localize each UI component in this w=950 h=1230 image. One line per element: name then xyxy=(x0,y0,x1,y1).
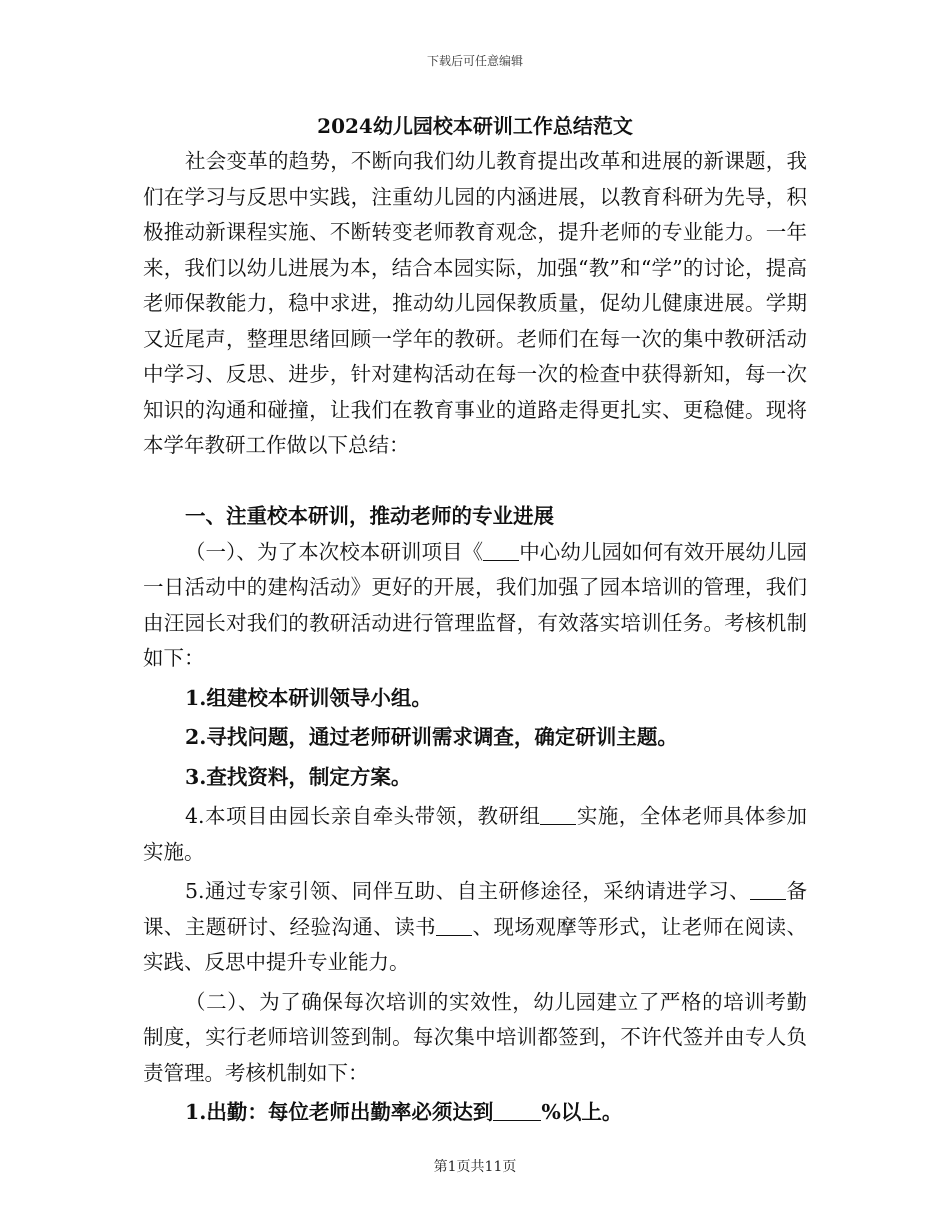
page-number: 第1页共11页 xyxy=(433,1159,517,1175)
part1-paragraph xyxy=(143,535,807,677)
part2-paragraph: （二）、为了确保每次培训的实效性，幼儿园建立了严格的培训考勤制度，实行老师培训签到制。每次集中培训都签到，不许代签并由专人负责管理。考核机制如下： xyxy=(143,989,807,1085)
section-heading-1: 一、注重校本研训，推动老师的专业进展 xyxy=(185,504,554,528)
attendance-text-a: 1.出勤：每位老师出勤率必须达到 xyxy=(185,1100,494,1124)
item-3: 3.查找资料，制定方案。 xyxy=(185,764,412,789)
fill-blank xyxy=(436,914,472,936)
item-5-text-a: 5.通过专家引领、同伴互助、自主研修途径，采纳请进学习、 xyxy=(185,879,751,903)
header-note: 下载后可任意编辑 xyxy=(426,54,523,68)
item-2: 2.寻找问题，通过老师研训需求调查，确定研训主题。 xyxy=(185,725,678,749)
fill-blank xyxy=(493,1100,541,1122)
item-1: 1.组建校本研训领导小组。 xyxy=(185,685,432,710)
part1-text-b: 中心幼儿园如何有效开展幼儿园一日活动中的建构活动》更好的开展，我们加强了园本培训的管理，我们由汪园长对我们的教研活动进行管理监督，有效落实培训任务。考核机制如下： xyxy=(143,539,808,670)
item-4 xyxy=(143,799,807,870)
fill-blank xyxy=(483,539,519,561)
document-title: 2024幼儿园校本研训工作总结范文 xyxy=(317,114,633,138)
fill-blank xyxy=(750,879,786,901)
item-5-text-c: 、现场观摩等形式，让老师在阅读、实践、反思中提升专业能力。 xyxy=(143,914,808,974)
attendance-text-b: %以上。 xyxy=(541,1100,623,1124)
attendance-item xyxy=(185,1095,807,1131)
item-5-text-b: 备课、主题研讨、经验沟通、读书 xyxy=(143,879,808,939)
item-4-text-a: 4.本项目由园长亲自牵头带领，教研组 xyxy=(185,804,541,828)
item-4-text-b: 实施，全体老师具体参加实施。 xyxy=(143,804,808,864)
part1-text-a: （一）、为了本次校本研训项目《 xyxy=(185,539,484,564)
fill-blank xyxy=(540,804,576,826)
item-5 xyxy=(143,874,807,981)
document-body xyxy=(143,108,807,1131)
intro-paragraph: 社会变革的趋势，不断向我们幼儿教育提出改革和进展的新课题，我们在学习与反思中实践，注重幼儿园的内涵进展，以教育科研为先导，积极推动新课程实施、不断转变老师教育观念，提升老师的专业能力。一年来，我们以幼儿进展为本，结合本园实际，加强“教”和“学”的讨论，提高老师保教能力，稳中求进，推动幼儿园保教质量，促幼儿健康进展。学期又近尾声，整理思绪回顾一学年的教研。老师们在每一次的集中教研活动中学习、反思、进步，针对建构活动在每一次的检查中获得新知，每一次知识的沟通和碰撞，让我们在教育事业的道路走得更扎实、更稳健。现将本学年教研工作做以下总结： xyxy=(143,149,807,457)
